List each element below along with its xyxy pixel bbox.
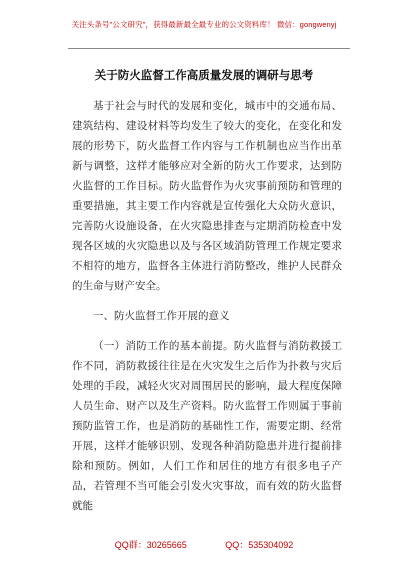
header-banner: 关注头条号"公文研究"，获得最新最全最专业的公文资料库！ 微信：gongwenyj xyxy=(71,20,337,29)
footer-contact xyxy=(0,538,408,551)
footer-qq-group: QQ群：30265665 xyxy=(114,540,187,550)
footer-qq-number: QQ：535304092 xyxy=(225,540,294,550)
header-divider xyxy=(68,48,350,49)
document-body xyxy=(72,96,342,516)
document-title: 关于防火监督工作高质量发展的调研与思考 xyxy=(94,68,314,82)
section-paragraph: （一）消防工作的基本前提。防火监督与消防救援工作不同，消防救援往往是在火灾发生之后作为扑救与灾后处理的手段，减轻火灾对周围居民的影响，最大程度保障人员生命、财产以及生产资料。防火监督工作则属于事前预防监管工作，也是消防的基础性工作，需要定期、经常开展，这样才能够识别、发现各种消防隐患并进行提前排除和预防。例如，人们工作和居住的地方有很多电子产品，若管理不当可能会引发火灾事故，而有效的防火监督就能 xyxy=(72,340,342,512)
intro-paragraph: 基于社会与时代的发展和变化，城市中的交通布局、建筑结构、建设材料等均发生了较大的变化，在变化和发展的形势下，防火监督工作内容与工作机制也应当作出革新与调整，这样才能够应对全新的防火工作要求，达到防火监督的工作目标。防火监督作为火灾事前预防和管理的重要措施，其主要工作内容就是宣传强化大众防火意识，完善防火设施设备，在火灾隐患排查与定期消防检查中发现各区域的火灾隐患以及与各区域消防管理工作规定要求不相符的地方，监督各主体进行消防整改，维护人民群众的生命与财产安全。 xyxy=(72,100,342,292)
section-heading: 一、防火监督工作开展的意义 xyxy=(93,310,230,322)
